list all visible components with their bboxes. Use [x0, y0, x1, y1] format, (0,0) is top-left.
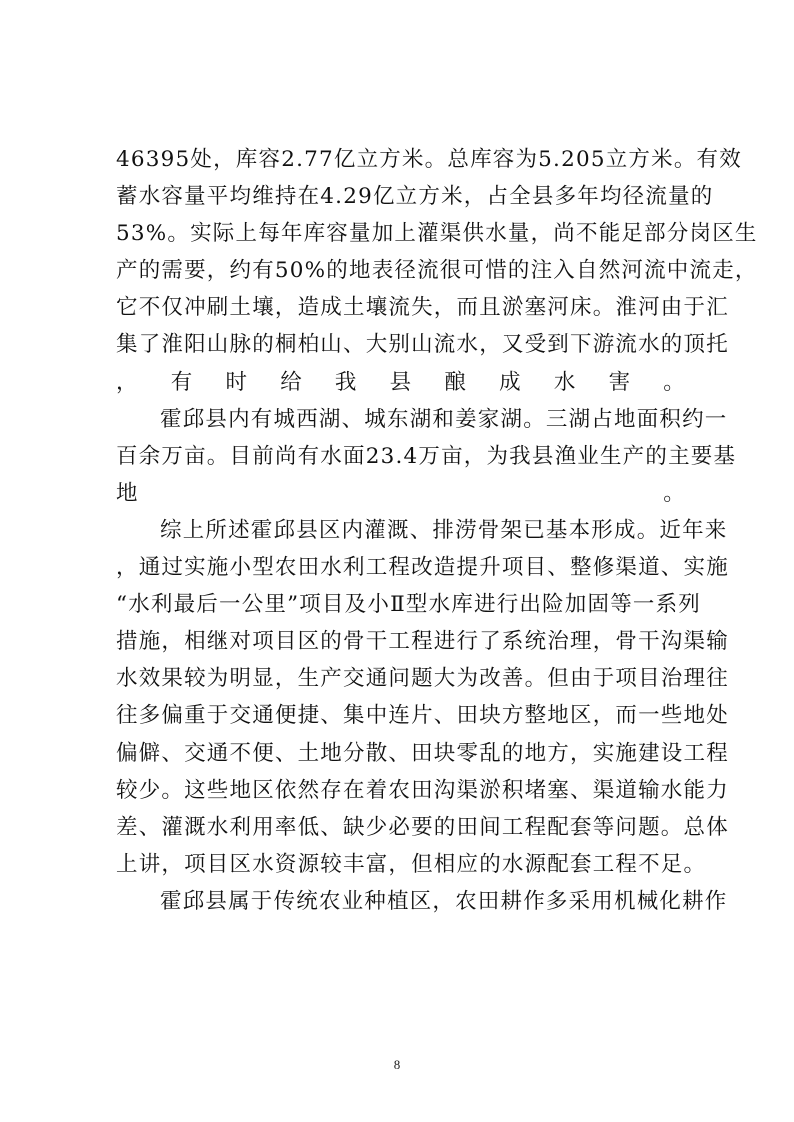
text-line: 46395处，库容2.77亿立方米。总库容为5.205立方米。有效 — [116, 147, 742, 172]
text-line: 往多偏重于交通便捷、集中连片、田块方整地区，而一些地处 — [116, 703, 729, 729]
paragraph-reservoir-capacity — [116, 141, 758, 401]
text-line: “水利最后一公里”项目及小Ⅱ型水库进行出险加固等一系列 — [116, 592, 701, 618]
paragraph-irrigation-summary — [116, 512, 729, 883]
page-number: 8 — [393, 1057, 401, 1072]
paragraph-farming — [116, 883, 728, 920]
text-line: 综上所述霍邱县区内灌溉、排涝骨架已基本形成。近年来 — [160, 517, 728, 543]
text-line: 百余万亩。目前尚有水面23.4万亩，为我县渔业生产的主要基 — [116, 443, 737, 469]
text-line: 霍邱县属于传统农业种植区，农田耕作多采用机械化耕作 — [160, 888, 728, 914]
text-line: ，有时给我县酿成水害。 — [116, 369, 686, 395]
text-line: 差、灌溉水利用率低、缺少必要的田间工程配套等问题。总体 — [116, 814, 729, 840]
text-line: 较少。这些地区依然存在着农田沟渠淤积堵塞、渠道输水能力 — [116, 777, 729, 803]
text-line: 集了淮阳山脉的桐柏山、大别山流水，又受到下游流水的顶托 — [116, 332, 729, 358]
text-line: 它不仅冲刷土壤，造成土壤流失，而且淤塞河床。淮河由于汇 — [116, 295, 729, 321]
text-line: 偏僻、交通不便、土地分散、田块零乱的地方，实施建设工程 — [116, 740, 729, 766]
text-line: 措施，相继对项目区的骨干工程进行了系统治理，骨干沟渠输 — [116, 629, 729, 655]
text-line: ，通过实施小型农田水利工程改造提升项目、整修渠道、实施 — [116, 555, 729, 581]
document-body — [116, 141, 758, 920]
paragraph-lakes — [116, 401, 737, 512]
text-line: 水效果较为明显，生产交通问题大为改善。但由于项目治理往 — [116, 666, 729, 692]
text-line: 蓄水容量平均维持在4.29亿立方米，占全县多年均径流量的 — [116, 184, 714, 210]
text-line: 53%。实际上每年库容量加上灌渠供水量，尚不能足部分岗区生 — [116, 221, 758, 247]
text-line: 霍邱县内有城西湖、城东湖和姜家湖。三湖占地面积约一 — [160, 406, 728, 432]
text-line: 上讲，项目区水资源较丰富，但相应的水源配套工程不足。 — [116, 851, 707, 877]
text-line: 地。 — [116, 480, 686, 506]
text-line: 产的需要，约有50%的地表径流很可惜的注入自然河流中流走， — [116, 258, 758, 284]
